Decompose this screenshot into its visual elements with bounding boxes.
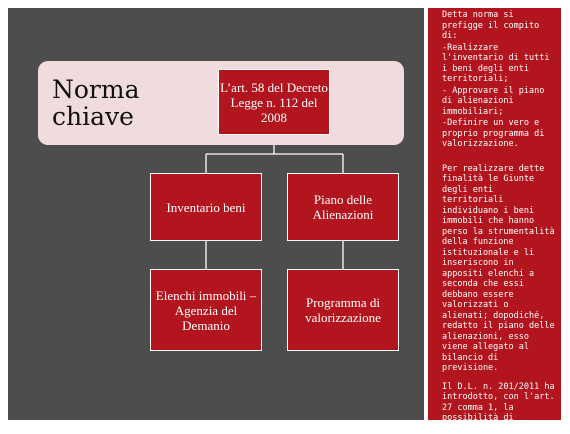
sidebar-intro: Detta norma si prefigge il compito di:: [442, 10, 557, 42]
box-inventario-beni: Inventario beni: [150, 173, 262, 241]
box-piano-alienazioni: Piano delle Alienazioni: [287, 173, 399, 241]
box-elenchi-immobili: Elenchi immobili – Agenzia del Demanio: [150, 269, 262, 351]
sidebar-item: -Realizzare l'inventario di tutti i beni degli enti territoriali;: [442, 43, 557, 85]
sidebar-item: - Approvare il piano di alienazioni immobiliari;: [442, 86, 557, 118]
box-decreto-legge: L’art. 58 del Decreto Legge n. 112 del 2008: [218, 69, 330, 135]
key-label: Norma chiave: [52, 76, 202, 130]
sidebar-paragraph: Per realizzare dette finalità le Giunte degli enti territoriali individuano i beni immobili che hanno perso la strumentalità della funzione istituzionale e li inseriscono in appositi elenchi a seconda che essi debbano essere valorizzati o alienati; dopodiché, redatto il piano delle alienazioni, esso viene allegato al bilancio di previsione.: [442, 164, 557, 374]
sidebar-text: [428, 8, 561, 420]
sidebar-item: -Definire un vero e proprio programma di valorizzazione.: [442, 118, 557, 150]
sidebar-paragraph: Il D.L. n. 201/2011 ha introdotto, con l'art. 27 comma 1, la possibilità di inserire: [442, 382, 557, 434]
box-programma-valorizzazione: Programma di valorizzazione: [287, 269, 399, 351]
